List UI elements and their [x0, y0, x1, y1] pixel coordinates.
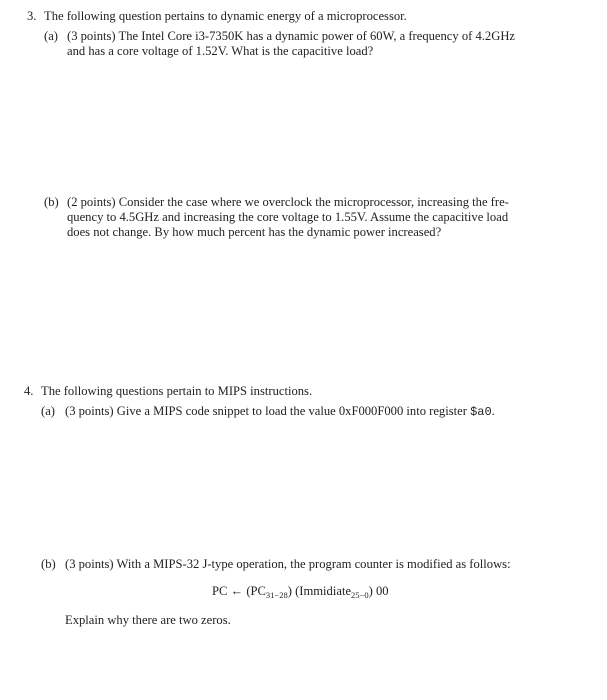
question-4-intro: The following questions pertain to MIPS instructions. [41, 384, 313, 398]
question-3b-line-1: (2 points) Consider the case where we overclock the microprocessor, increasing the fre- [67, 195, 509, 209]
equation-pc-open: (PC [246, 584, 266, 598]
equation-pc-close: ) [287, 584, 292, 598]
equation-tail: 00 [375, 584, 389, 598]
question-3-number: 3. [27, 9, 37, 23]
question-3b-line-3: does not change. By how much percent has the dynamic power increased? [67, 225, 442, 239]
equation-imm-subscript: 25−0 [351, 590, 369, 600]
question-4a-period: . [491, 404, 495, 418]
equation-pc-subscript: 31−28 [265, 590, 288, 600]
question-3a-label: (a) [44, 29, 58, 43]
question-4a-text [65, 404, 495, 420]
question-3b-line-2: quency to 4.5GHz and increasing the core voltage to 1.55V. Assume the capacitive load [67, 210, 509, 224]
question-4b-label: (b) [41, 557, 56, 571]
question-3a-line-2: and has a core voltage of 1.52V. What is the capacitive load? [67, 44, 374, 58]
question-4b-line-2: Explain why there are two zeros. [65, 613, 231, 627]
question-4a-body: (3 points) Give a MIPS code snippet to load the value 0xF000F000 into register [65, 404, 467, 418]
question-4a-label: (a) [41, 404, 55, 418]
equation-imm-close: ) [368, 584, 373, 598]
equation-imm-open: (Immidiate [295, 584, 352, 598]
equation-lhs: PC ← [212, 584, 244, 598]
pc-equation [212, 584, 389, 600]
question-3-intro: The following question pertains to dynamic energy of a microprocessor. [44, 9, 407, 23]
register-name: $a0 [470, 405, 492, 419]
question-4-number: 4. [24, 384, 34, 398]
question-4b-line-1: (3 points) With a MIPS-32 J-type operation, the program counter is modified as follows: [65, 557, 511, 571]
question-3a-line-1: (3 points) The Intel Core i3-7350K has a dynamic power of 60W, a frequency of 4.2GHz [67, 29, 516, 43]
question-3b-label: (b) [44, 195, 59, 209]
